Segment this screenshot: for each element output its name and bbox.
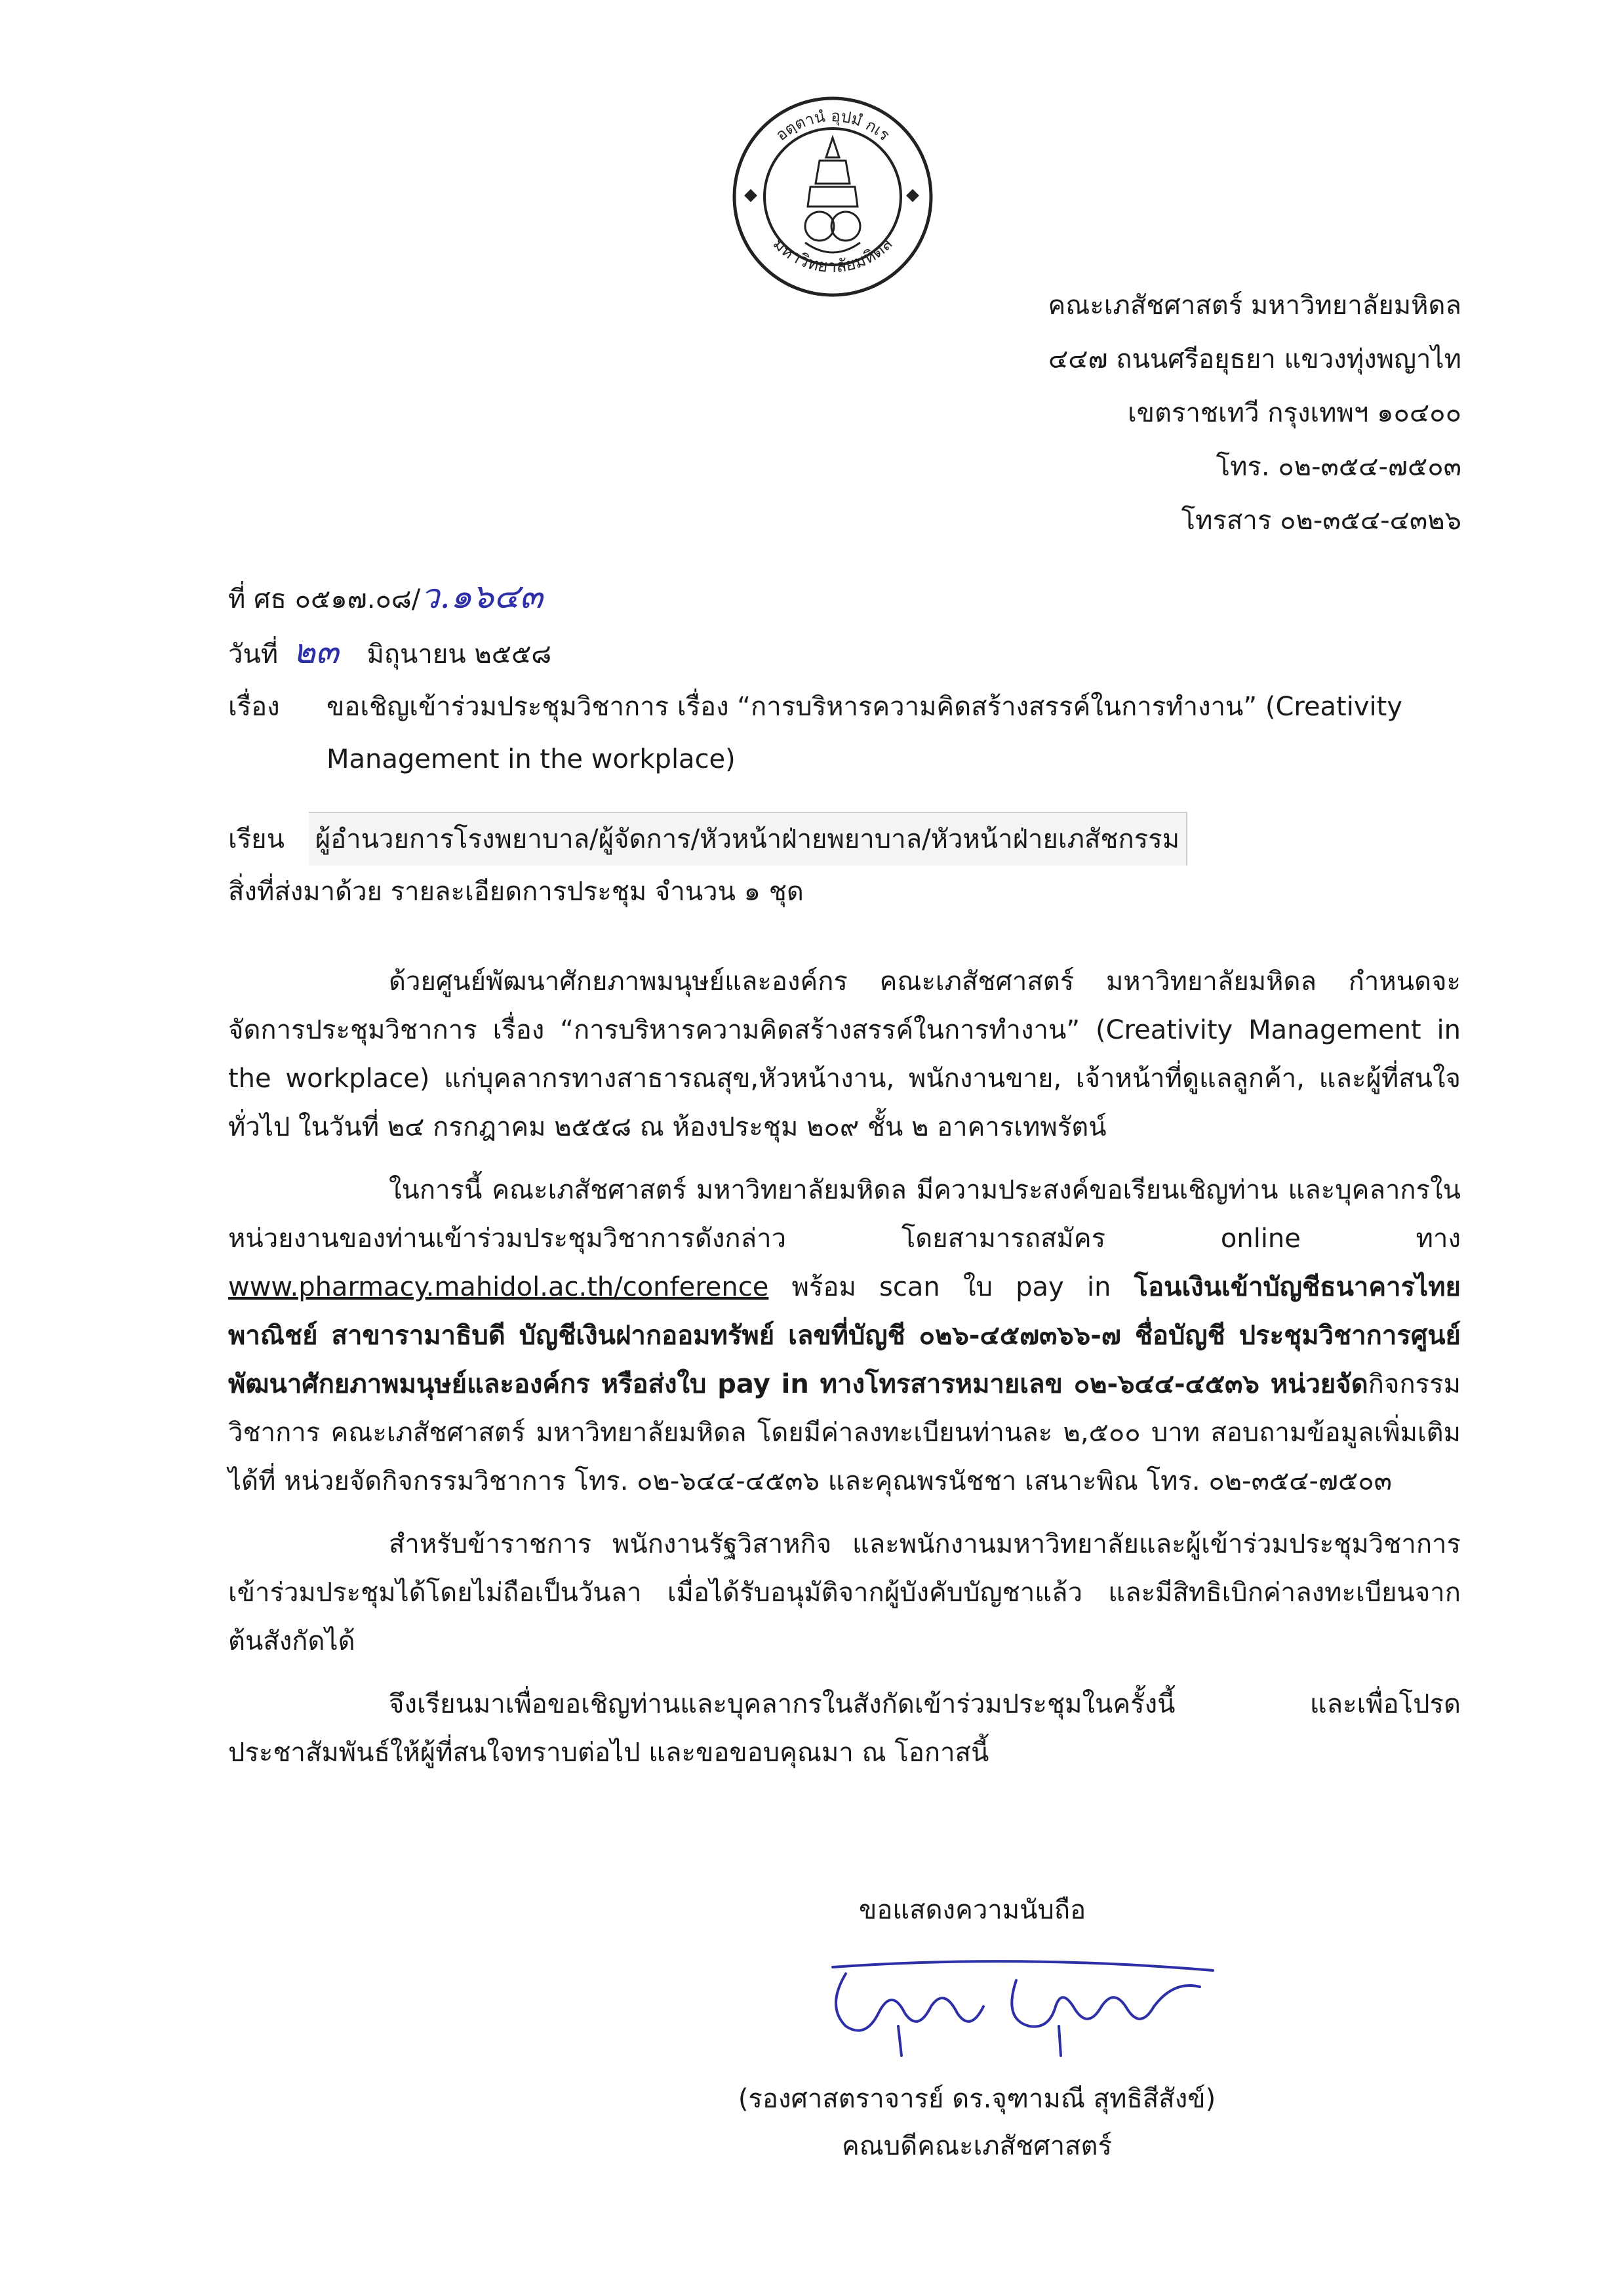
date-label: วันที่ [228,639,279,669]
phone-line: โทร. ๐๒-๓๕๔-๗๕๐๓ [1216,452,1461,482]
recipient-text: ผู้อำนวยการโรงพยาบาล/ผู้จัดการ/หัวหน้าฝ่ายพยาบาล/หัวหน้าฝ่ายเภสัชกรรม [309,812,1187,866]
date-month-year: มิถุนายน ๒๕๕๘ [366,639,552,669]
signer-block [728,2075,1226,2170]
enclosure-row: สิ่งที่ส่งมาด้วย รายละเอียดการประชุม จำนวน ๑ ชุด [228,877,804,907]
subject-row [228,681,1474,786]
sender-address [1048,279,1462,548]
document-number-label: ที่ ศธ ๐๕๑๗.๐๘/ [228,584,421,614]
seal-ring-text: มหาวิทยาลัยมหิดล [768,233,897,277]
closing-salutation: ขอแสดงความนับถือ [859,1895,1086,1925]
paragraph-2-intro: ในการนี้ คณะเภสัชศาสตร์ มหาวิทยาลัยมหิดล มีความประสงค์ขอเรียนเชิญท่าน และบุคลากรในหน่วยงานของท่านเข้าร่วมประชุมวิชาการดังกล่าว โดยสามารถสมัคร online ทาง [228,1175,1461,1254]
seal-top-text: อตฺตานํ อุปมํ กเร [772,106,894,145]
svg-text:◆: ◆ [906,185,919,205]
signer-title: คณบดีคณะเภสัชศาสตร์ [842,2131,1112,2161]
address-line: คณะเภสัชศาสตร์ มหาวิทยาลัยมหิดล [1048,290,1461,321]
body-paragraph-3: สำหรับข้าราชการ พนักงานรัฐวิสาหกิจ และพนักงานมหาวิทยาลัยและผู้เข้าร่วมประชุมวิชาการ เข้าร่วมประชุมได้โดยไม่ถือเป็นวันลา เมื่อได้รับอนุมัติจากผู้บังคับบัญชาแล้ว และมีสิทธิเบิกค่าลงทะเบียนจากต้นสังกัดได้ [228,1529,1461,1656]
recipient-label: เรียน [228,824,285,854]
letter-body [228,957,1461,1791]
signer-name: (รองศาสตราจารย์ ดร.จุฑามณี สุทธิสีสังข์) [738,2084,1216,2114]
document-number-handwritten: ว.๑๖๔๓ [420,577,543,616]
svg-text:มหาวิทยาลัยมหิดล [769,234,897,277]
date-row [228,626,1474,681]
body-paragraph-4: จึงเรียนมาเพื่อขอเชิญท่านและบุคลากรในสังกัดเข้าร่วมประชุมในครั้งนี้ และเพื่อโปรด ประชาสัมพันธ์ให้ผู้ที่สนใจทราบต่อไป และขอขอบคุณมา ณ โอกาสนี้ [228,1689,1461,1768]
reference-block [228,570,1474,918]
svg-text:◆: ◆ [744,185,757,205]
document-number-row [228,570,1474,626]
recipient-row [228,812,1474,866]
paragraph-2-contact: กิจกรรมวิชาการ คณะเภสัชศาสตร์ มหาวิทยาลัยมหิดล โดยมีค่าลงทะเบียนท่านละ ๒,๕๐๐ บาท สอบถามข้อมูลเพิ่มเติมได้ที่ หน่วยจัดกิจกรรมวิชาการ โทร. ๐๒-๖๔๔-๔๕๓๖ และคุณพรนัชชา เสนาะพิณ โทร. ๐๒-๓๕๔-๗๕๐๓ [228,1369,1461,1496]
date-day-handwritten: ๒๓ [292,632,339,671]
fax-line: โทรสาร ๐๒-๓๕๔-๔๓๒๖ [1181,506,1461,536]
handwritten-signature-icon [820,1947,1226,2066]
university-seal-icon [728,92,938,302]
paragraph-2-scan: พร้อม scan ใบ pay in [768,1272,1134,1302]
subject-text: ขอเชิญเข้าร่วมประชุมวิชาการ เรื่อง “การบริหารความคิดสร้างสรรค์ในการทำงาน” (Creativity Management in the workplace) [327,692,1402,774]
conference-link[interactable]: www.pharmacy.mahidol.ac.th/conference [228,1272,769,1302]
subject-label: เรื่อง [228,692,280,722]
address-line: ๔๔๗ ถนนศรีอยุธยา แขวงทุ่งพญาไท [1048,344,1461,374]
bank-account-details: โอนเงินเข้าบัญชีธนาคารไทยพาณิชย์ สาขารามาธิบดี บัญชีเงินฝากออมทรัพย์ เลขที่บัญชี ๐๒๖-๔๕๗๓๖๖-๗ ชื่อบัญชี ประชุมวิชาการศูนย์พัฒนาศักยภาพมนุษย์และองค์กร หรือส่งใบ pay in ทางโทรสารหมายเลข ๐๒-๖๔๔-๔๕๓๖ หน่วยจัด [228,1272,1461,1399]
body-paragraph-2 [228,1166,1461,1506]
body-paragraph-1: ด้วยศูนย์พัฒนาศักยภาพมนุษย์และองค์กร คณะเภสัชศาสตร์ มหาวิทยาลัยมหิดล กำหนดจะจัดการประชุมวิชาการ เรื่อง “การบริหารความคิดสร้างสรรค์ในการทำงาน” (Creativity Management in the workplace) แก่บุคลากรทางสาธารณสุข,หัวหน้างาน, พนักงานขาย, เจ้าหน้าที่ดูแลลูกค้า, และผู้ที่สนใจทั่วไป ในวันที่ ๒๔ กรกฎาคม ๒๕๕๘ ณ ห้องประชุม ๒๐๙ ชั้น ๒ อาคารเทพรัตน์ [228,967,1461,1142]
address-line: เขตราชเทวี กรุงเทพฯ ๑๐๔๐๐ [1127,398,1461,428]
